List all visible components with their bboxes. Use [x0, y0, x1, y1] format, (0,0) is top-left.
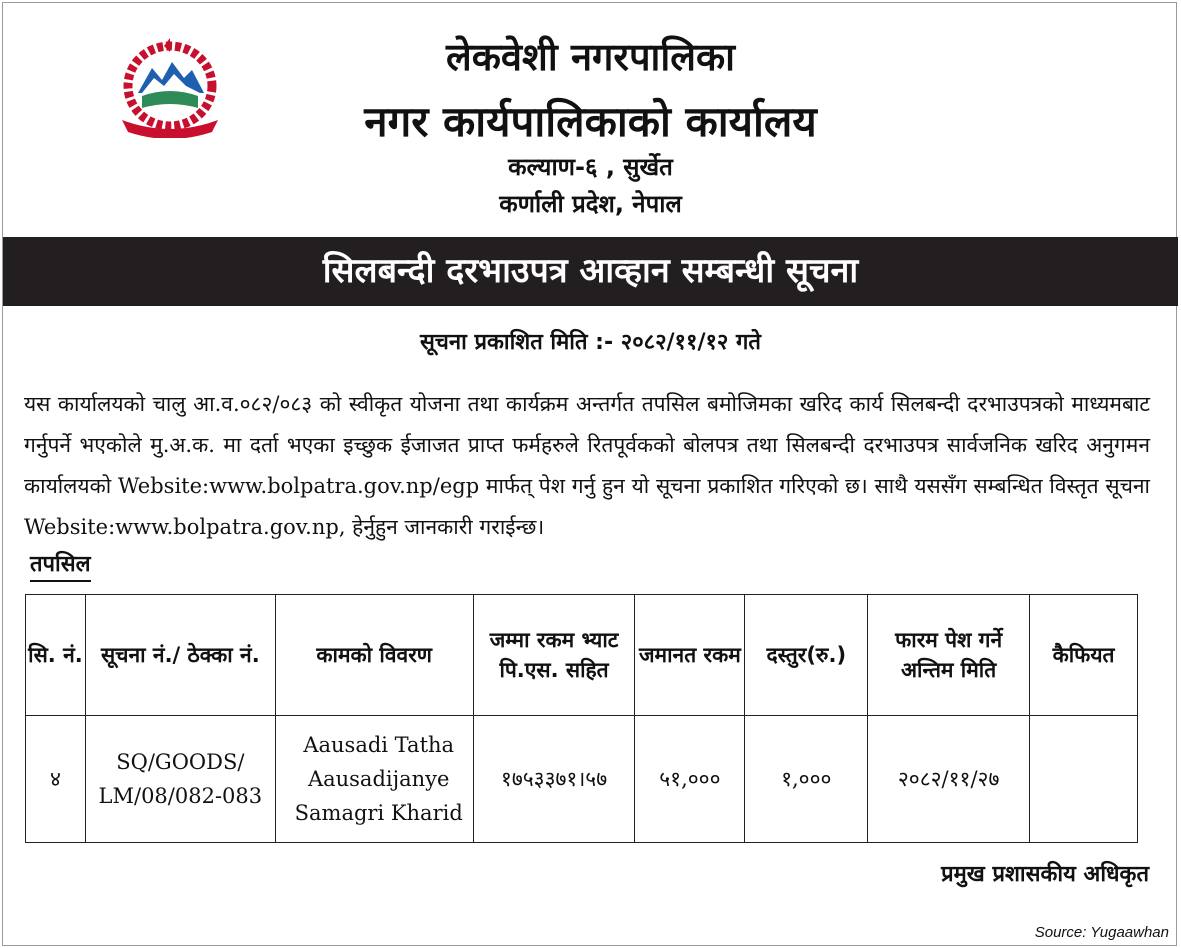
cell-total-amount: १७५३३७१।५७	[473, 716, 635, 843]
publish-date: सूचना प्रकाशित मिति :- २०८२/११/१२ गते	[420, 330, 761, 355]
address-line-1: कल्याण-६ , सुर्खेत	[508, 153, 673, 181]
notice-title-banner	[3, 237, 1178, 306]
notice-title: सिलबन्दी दरभाउपत्र आव्हान सम्बन्धी सूचना	[322, 251, 859, 291]
cell-sn: ४	[26, 716, 86, 843]
col-header-remarks: कैफियत	[1030, 595, 1138, 716]
col-header-security-amount: जमानत रकम	[635, 595, 745, 716]
municipality-name: लेकवेशी नगरपालिका	[445, 35, 736, 79]
cell-description: Aausadi Tatha Aausadijanye Samagri Kharid	[275, 716, 473, 843]
address-line-2: कर्णाली प्रदेश, नेपाल	[499, 190, 682, 218]
col-header-deadline: फारम पेश गर्ने अन्तिम मिति	[868, 595, 1030, 716]
col-header-notice-no: सूचना नं./ ठेक्का नं.	[85, 595, 275, 716]
source-credit: Source: Yugaawhan	[1034, 924, 1169, 941]
schedule-label: तपसिल	[30, 548, 91, 582]
col-header-total-amount: जम्मा रकम भ्याट पि.एस. सहित	[473, 595, 635, 716]
cell-security-amount: ५१,०००	[635, 716, 745, 843]
table-row	[26, 716, 1138, 843]
notice-body: यस कार्यालयको चालु आ.व.०८२/०८३ को स्वीकृत योजना तथा कार्यक्रम अन्तर्गत तपसिल बमोजिमका खरिद कार्य सिलबन्दी दरभाउपत्रको माध्यमबाट गर्नुपर्ने भएकोले मु.अ.क. मा दर्ता भएका इच्छुक ईजाजत प्राप्त फर्महरुले रितपूर्वकको बोलपत्र तथा सिलबन्दी दरभाउपत्र सार्वजनिक खरिद अनुगमन कार्यालयको Website:www.bolpatra.gov.np/egp मार्फत् पेश गर्नु हुन यो सूचना प्रकाशित गरिएको छ। साथै यससँग सम्बन्धित विस्तृत सूचना Website:www.bolpatra.gov.np, हेर्नुहुन जानकारी गराईन्छ।	[24, 392, 1150, 539]
signatory-title: प्रमुख प्रशासकीय अधिकृत	[941, 862, 1149, 887]
col-header-sn: सि. नं.	[26, 595, 86, 716]
tender-table	[25, 594, 1138, 843]
cell-deadline: २०८२/११/२७	[868, 716, 1030, 843]
col-header-fee: दस्तुर(रु.)	[745, 595, 868, 716]
table-header-row	[26, 595, 1138, 716]
office-name: नगर कार्यपालिकाको कार्यालय	[364, 97, 817, 146]
cell-fee: १,०००	[745, 716, 868, 843]
cell-notice-no: SQ/GOODS/ LM/08/082-083	[85, 716, 275, 843]
col-header-description: कामको विवरण	[275, 595, 473, 716]
cell-remarks	[1030, 716, 1138, 843]
